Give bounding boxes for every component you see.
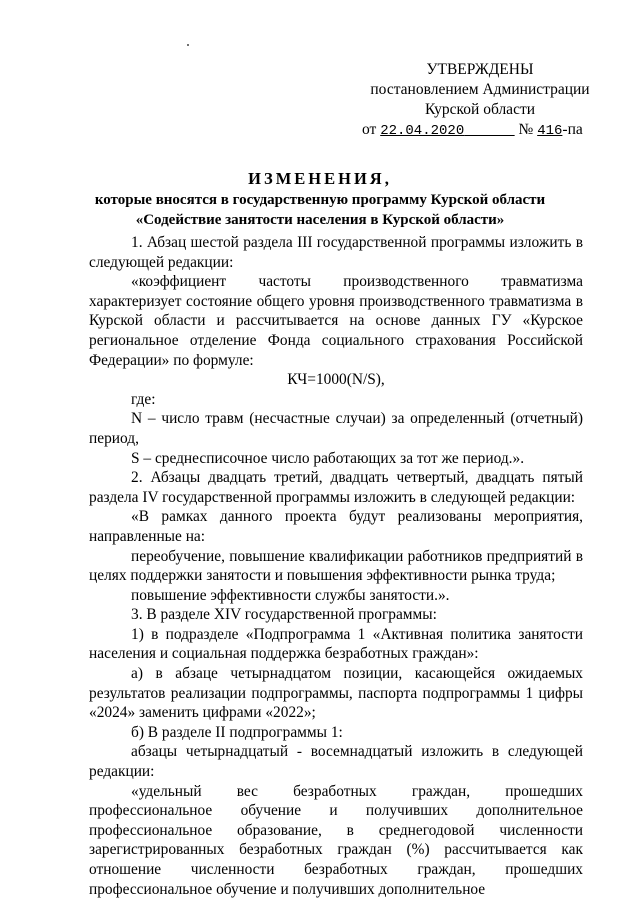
paragraph: «В рамках данного проекта будут реализованы мероприятия, направленные на: [89, 508, 583, 545]
approval-number: 416 [537, 123, 563, 139]
document-body [89, 233, 583, 899]
paragraph: а) в абзаце четырнадцатом позиции, касающейся ожидаемых результатов реализации подпрограммы, паспорта подпрограммы 1 цифры «2024» заменить цифрами «2022»; [89, 665, 583, 722]
approval-stamp [360, 60, 600, 141]
formula: КЧ=1000(N/S), [287, 371, 385, 389]
paragraph: 1. Абзац шестой раздела III государственной программы изложить в следующей редакции: [89, 234, 583, 271]
program-name: «Содействие занятости населения в Курской области» [135, 212, 505, 228]
paragraph: абзацы четырнадцатый - восемнадцатый изложить в следующей редакции: [89, 743, 583, 781]
scan-speck [187, 44, 189, 46]
approval-date: 22.04.2020 [380, 123, 465, 139]
paragraph: переобучение, повышение квалификации работников предприятий в целях поддержки занятости и повышения эффективности рынка труда; [89, 547, 583, 585]
approval-line: Курской области [424, 101, 536, 118]
paragraph: 3. В разделе XIV государственной программы: [131, 606, 437, 624]
document-heading [60, 168, 580, 230]
document-title: ИЗМЕНЕНИЯ, [248, 169, 392, 188]
paragraph: 2. Абзацы двадцать третий, двадцать четвертый, двадцать пятый раздела IV государственной программы изложить в следующей редакции: [89, 469, 583, 506]
paragraph: «удельный вес безработных граждан, прошедших профессиональное обучение и получивших дополнительное профессиональное образование, в среднегодовой численности зарегистрированных безработных граждан (%) рассчитывается как отношение численности безработных граждан, прошедших профессиональное обучение и получивших дополнительное [89, 782, 583, 898]
paragraph: где: [131, 390, 156, 408]
paragraph: б) В разделе II подпрограммы 1: [131, 723, 343, 741]
paragraph: N – число травм (несчастные случаи) за определенный (отчетный) период, [89, 410, 583, 447]
paragraph: 1) в подразделе «Подпрограмма 1 «Активная политика занятости населения и социальная поддержка безработных граждан»: [89, 625, 583, 663]
approval-title: УТВЕРЖДЕНЫ [426, 61, 534, 78]
paragraph: «коэффициент частоты производственного травматизма характеризует состояние общего уровня производственного травматизма в Курской области и рассчитывается на основе данных ГУ «Курское региональное отделение Фонда социального страхования Российской Федерации» по формуле: [89, 273, 583, 369]
approval-line: постановлением Администрации [370, 81, 590, 98]
document-subtitle: которые вносятся в государственную программу Курской области [94, 192, 546, 208]
paragraph: повышение эффективности службы занятости.». [131, 586, 450, 604]
approval-number-line: от 22.04.2020 № 416-па [362, 121, 583, 139]
paragraph: S – среднесписочное число работающих за тот же период.». [131, 449, 525, 467]
